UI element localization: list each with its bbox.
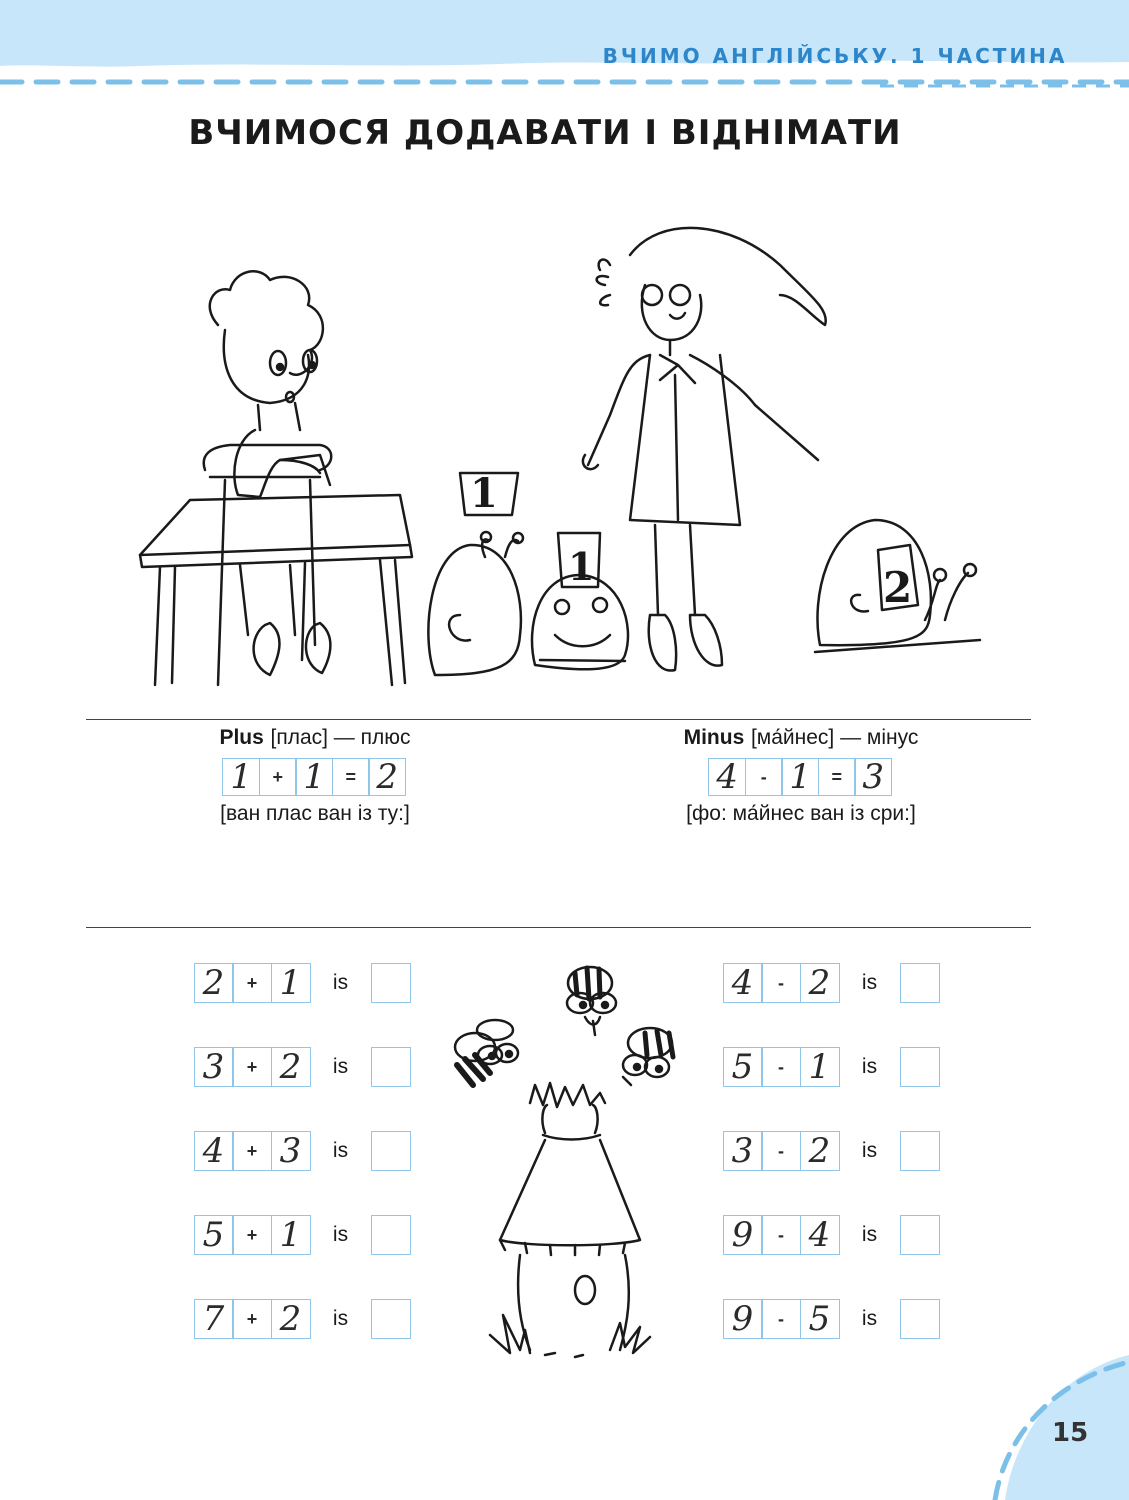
term-minus-title: Minus [ма́йнес] — мінус — [683, 726, 919, 749]
operator: - — [761, 1215, 801, 1255]
divider-bottom — [86, 927, 1031, 928]
girl — [583, 228, 826, 671]
exercise-row — [724, 962, 984, 1004]
operand-b: 1 — [271, 963, 311, 1003]
exercise-row — [724, 1046, 984, 1088]
is-label: is — [332, 971, 349, 994]
answer-box[interactable] — [371, 1299, 411, 1339]
answer-box[interactable] — [900, 1299, 940, 1339]
operand-a: 3 — [723, 1131, 763, 1171]
answer-box[interactable] — [371, 1131, 411, 1171]
operand-a: 7 — [194, 1299, 234, 1339]
exercise-row — [195, 962, 455, 1004]
operand-b: 2 — [271, 1047, 311, 1087]
operand-a: 9 — [723, 1299, 763, 1339]
exercise-row — [195, 1298, 455, 1340]
term-minus — [601, 725, 1001, 826]
plus-example-digit: 1 — [222, 758, 260, 796]
exercise-row — [724, 1214, 984, 1256]
classroom-illustration — [130, 215, 1030, 695]
operand-a: 4 — [194, 1131, 234, 1171]
bee-right — [623, 1028, 673, 1085]
operand-b: 1 — [271, 1215, 311, 1255]
subtraction-exercises — [724, 962, 984, 1382]
operator: + — [232, 1299, 272, 1339]
operator: - — [761, 1299, 801, 1339]
operand-a: 5 — [194, 1215, 234, 1255]
answer-box[interactable] — [900, 963, 940, 1003]
operand-b: 4 — [800, 1215, 840, 1255]
operand-b: 5 — [800, 1299, 840, 1339]
answer-box[interactable] — [900, 1215, 940, 1255]
operator: + — [232, 963, 272, 1003]
operand-a: 5 — [723, 1047, 763, 1087]
term-plus — [115, 725, 515, 826]
minus-example-digit: 4 — [708, 758, 746, 796]
minus-example-operator: - — [745, 758, 783, 796]
operator: - — [761, 1131, 801, 1171]
operand-b: 3 — [271, 1131, 311, 1171]
operand-a: 4 — [723, 963, 763, 1003]
answer-box[interactable] — [371, 963, 411, 1003]
exercise-row — [724, 1298, 984, 1340]
bee-left — [455, 1020, 518, 1085]
operand-a: 2 — [194, 963, 234, 1003]
operand-b: 2 — [800, 963, 840, 1003]
exercise-row — [724, 1130, 984, 1172]
is-label: is — [332, 1139, 349, 1162]
is-label: is — [861, 1055, 878, 1078]
desk — [140, 495, 410, 555]
minus-example-digit: 1 — [781, 758, 819, 796]
plus-example-digit: 1 — [295, 758, 333, 796]
bee-top — [567, 967, 616, 1035]
operator: + — [232, 1047, 272, 1087]
exercise-row — [195, 1130, 455, 1172]
answer-box[interactable] — [371, 1215, 411, 1255]
page-number: 15 — [1052, 1418, 1089, 1448]
minus-example — [710, 758, 893, 796]
is-label: is — [861, 1307, 878, 1330]
divider-top — [86, 719, 1031, 720]
operand-a: 9 — [723, 1215, 763, 1255]
answer-box[interactable] — [900, 1131, 940, 1171]
operand-b: 1 — [800, 1047, 840, 1087]
plus-pronunciation: [ван плас ван із ту:] — [220, 802, 410, 825]
exercise-row — [195, 1214, 455, 1256]
operand-a: 3 — [194, 1047, 234, 1087]
plus-example-equals: = — [332, 758, 370, 796]
answer-box[interactable] — [371, 1047, 411, 1087]
is-label: is — [861, 1139, 878, 1162]
beehive — [490, 1083, 650, 1357]
operand-b: 2 — [271, 1299, 311, 1339]
is-label: is — [332, 1307, 349, 1330]
plus-example-operator: + — [259, 758, 297, 796]
operator: - — [761, 963, 801, 1003]
operand-b: 2 — [800, 1131, 840, 1171]
minus-example-equals: = — [818, 758, 856, 796]
is-label: is — [332, 1055, 349, 1078]
term-plus-title: Plus [плас] — плюс — [219, 726, 411, 749]
addition-exercises — [195, 962, 455, 1382]
operator: + — [232, 1215, 272, 1255]
boy — [210, 271, 330, 497]
answer-box[interactable] — [900, 1047, 940, 1087]
minus-example-result: 3 — [854, 758, 892, 796]
page-title: ВЧИМОСЯ ДОДАВАТИ І ВІДНІМАТИ — [188, 113, 902, 153]
plus-example-result: 2 — [368, 758, 406, 796]
is-label: is — [861, 1223, 878, 1246]
is-label: is — [332, 1223, 349, 1246]
exercise-row — [195, 1046, 455, 1088]
operator: - — [761, 1047, 801, 1087]
operator: + — [232, 1131, 272, 1171]
snail-number-1: 1 — [470, 470, 498, 517]
snail-number-2: 1 — [568, 544, 595, 589]
minus-pronunciation: [фо: ма́йнес ван із сри:] — [686, 802, 916, 825]
snail-number-3: 2 — [883, 563, 913, 612]
book-title: ВЧИМО АНГЛІЙСЬКУ. 1 ЧАСТИНА — [602, 44, 1068, 68]
is-label: is — [861, 971, 878, 994]
plus-example — [224, 758, 407, 796]
beehive-illustration — [435, 955, 695, 1365]
